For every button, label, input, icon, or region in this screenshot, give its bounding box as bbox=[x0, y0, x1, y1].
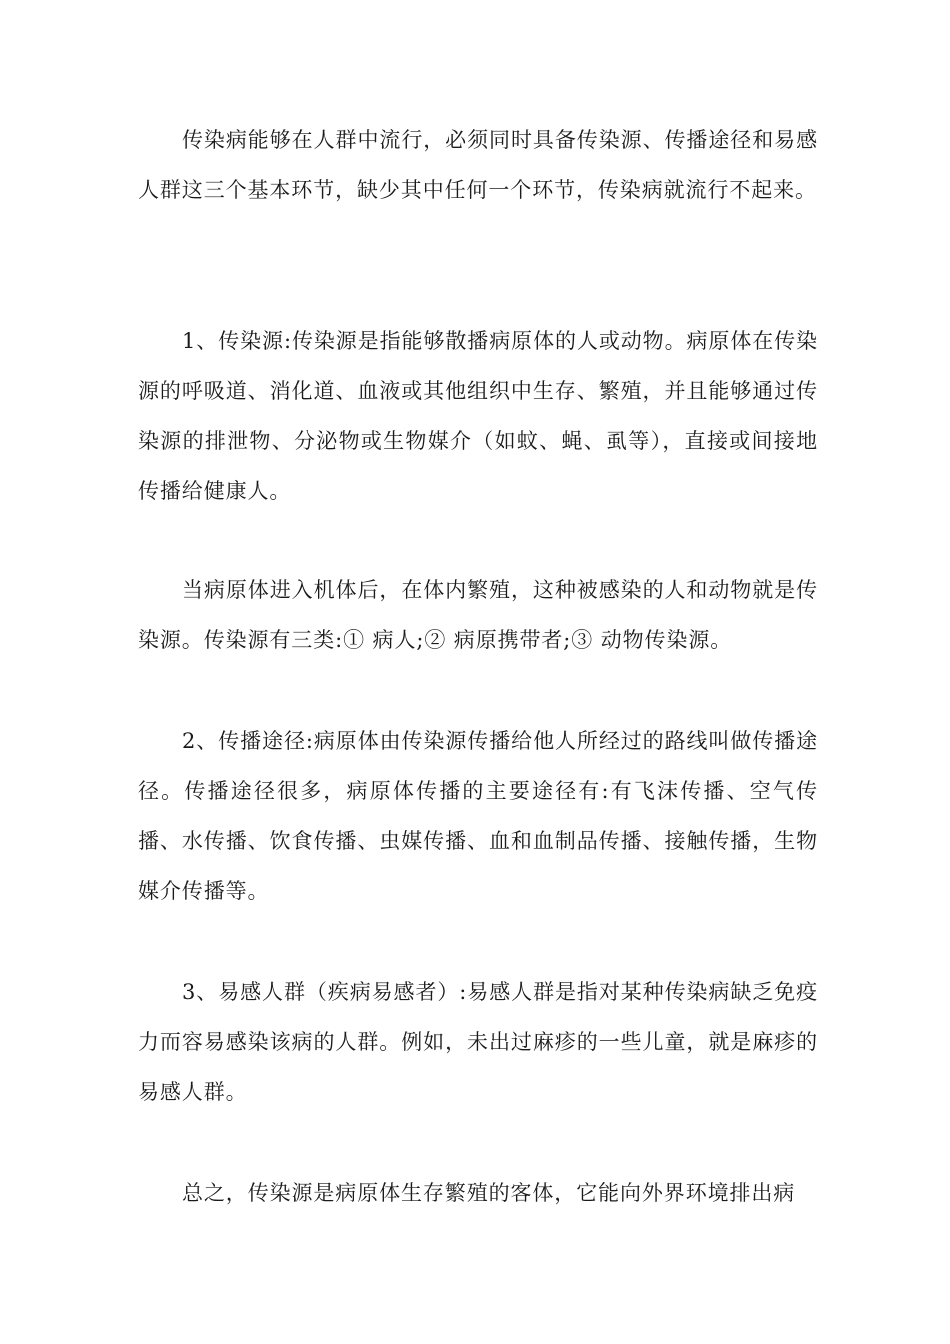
paragraph-summary: 总之，传染源是病原体生存繁殖的客体，它能向外界环境排出病 bbox=[182, 1181, 796, 1205]
paragraph-source-types: 当病原体进入机体后，在体内繁殖，这种被感染的人和动物就是传染源。传染源有三类:① 病人;② 病原携带者;③ 动物传染源。 bbox=[138, 578, 818, 652]
paragraph-transmission-route: 2、传播途径:病原体由传染源传播给他人所经过的路线叫做传播途径。传播途径很多，病原体传播的主要途径有:有飞沫传播、空气传播、水传播、饮食传播、虫媒传播、血和血制品传播、接触传播，生物媒介传播等。 bbox=[138, 729, 818, 903]
paragraph-intro: 传染病能够在人群中流行，必须同时具备传染源、传播途径和易感人群这三个基本环节，缺少其中任何一个环节，传染病就流行不起来。 bbox=[138, 128, 818, 202]
paragraph-susceptible-population: 3、易感人群（疾病易感者）:易感人群是指对某种传染病缺乏免疫力而容易感染该病的人群。例如，未出过麻疹的一些儿童，就是麻疹的易感人群。 bbox=[138, 980, 818, 1104]
paragraph-infection-source: 1、传染源:传染源是指能够散播病原体的人或动物。病原体在传染源的呼吸道、消化道、血液或其他组织中生存、繁殖，并且能够通过传染源的排泄物、分泌物或生物媒介（如蚊、蝇、虱等），直接或间接地传播给健康人。 bbox=[138, 329, 818, 503]
